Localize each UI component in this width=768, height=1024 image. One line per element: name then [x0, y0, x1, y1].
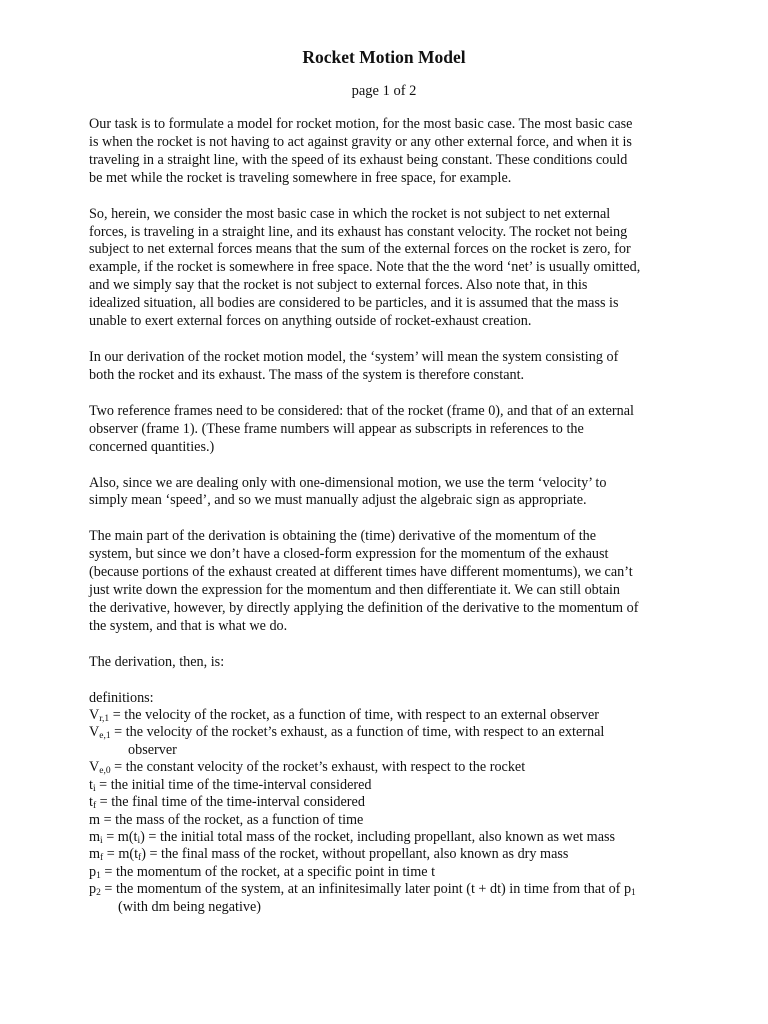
text-line: subject to net external forces means that the sum of the external forces on the rocket is zero, for [89, 241, 631, 258]
document-title: Rocket Motion Model [302, 47, 466, 67]
text-line: observer (frame 1). (These frame numbers will appear as subscripts in references to the [89, 420, 584, 437]
text-line: both the rocket and its exhaust. The mass of the system is therefore constant. [89, 366, 525, 383]
text-line: Also, since we are dealing only with one-dimensional motion, we use the term ‘velocity’ to [89, 474, 607, 491]
definition-item: $t_i$ = the initial time of the time-interval considered [89, 776, 372, 794]
definition-item: $V_{e,1}$ = the velocity of the rocket’s exhaust, as a function of time, with respect to an external [89, 724, 605, 742]
text-line: and we simply say that the rocket is not subject to external forces. Also note that, in this [89, 277, 588, 294]
text-line: unable to exert external forces on anything outside of rocket-exhaust creation. [89, 313, 532, 330]
paragraph-2 [89, 206, 679, 331]
text-line: forces, is traveling in a straight line, and its exhaust has constant velocity. The rocket not being [89, 223, 628, 240]
text-line: The derivation, then, is: [89, 653, 225, 670]
paragraph-5 [89, 475, 679, 511]
definition-item: $V_{e,0}$ = the constant velocity of the rocket’s exhaust, with respect to the rocket [89, 759, 526, 777]
text-line: So, herein, we consider the most basic case in which the rocket is not subject to net external [89, 205, 611, 222]
paragraph-7 [89, 654, 679, 672]
text-line: is when the rocket is not having to act against gravity or any other external force, and when it is [89, 133, 632, 150]
definition-item: $p_1$ = the momentum of the rocket, at a specific point in time t [89, 863, 436, 881]
text-line: system, but since we don’t have a closed-form expression for the momentum of the exhaust [89, 546, 609, 563]
text-line: Two reference frames need to be considered: that of the rocket (frame 0), and that of an external [89, 402, 634, 419]
definition-item: $V_{r,1}$ = the velocity of the rocket, as a function of time, with respect to an external observer [89, 707, 599, 725]
paragraph-3 [89, 349, 679, 385]
definitions-list [89, 690, 679, 916]
text-line: be met while the rocket is traveling somewhere in free space, for example. [89, 169, 512, 186]
text-line: example, if the rocket is somewhere in free space. Note that the the word ‘net’ is usually omitted, [89, 259, 641, 276]
text-line: idealized situation, all bodies are considered to be particles, and it is assumed that the mass is [89, 295, 619, 312]
text-line: the system, and that is what we do. [89, 617, 288, 634]
text-line: traveling in a straight line, with the speed of its exhaust being constant. These conditions could [89, 151, 628, 168]
text-line: just write down the expression for the momentum and then differentiate it. We can still obtain [89, 582, 621, 599]
definition-item: $m_f = m(t_f)$ = the final mass of the rocket, without propellant, also known as dry mass [89, 846, 569, 864]
text-line: the derivative, however, by directly applying the definition of the derivative to the momentum of [89, 599, 639, 616]
definitions-heading: definitions: [89, 689, 154, 706]
definition-item: m = the mass of the rocket, as a function of time [89, 811, 364, 828]
paragraph-1 [89, 116, 679, 188]
text-line: (because portions of the exhaust created at different times have different momentums), we can’t [89, 564, 633, 581]
definition-continuation: observer [128, 741, 177, 758]
text-line: Our task is to formulate a model for rocket motion, for the most basic case. The most basic case [89, 116, 633, 132]
text-line: In our derivation of the rocket motion model, the ‘system’ will mean the system consisting of [89, 348, 619, 365]
document-page [89, 46, 679, 916]
definition-item: $m_i = m(t_i)$ = the initial total mass of the rocket, including propellant, also known as wet mass [89, 828, 616, 846]
page-number: page 1 of 2 [351, 83, 417, 99]
paragraph-4 [89, 403, 679, 457]
text-line: The main part of the derivation is obtaining the (time) derivative of the momentum of the [89, 528, 597, 545]
paragraph-6 [89, 528, 679, 635]
definition-item: $p_2$ = the momentum of the system, at an infinitesimally later point (t + dt) in time from that of $p_1$ [89, 881, 636, 899]
text-line: concerned quantities.) [89, 438, 215, 455]
definition-continuation: (with dm being negative) [118, 898, 262, 915]
text-line: simply mean ‘speed’, and so we must manually adjust the algebraic sign as appropriate. [89, 492, 587, 509]
definition-item: $t_f$ = the final time of the time-interval considered [89, 794, 365, 812]
